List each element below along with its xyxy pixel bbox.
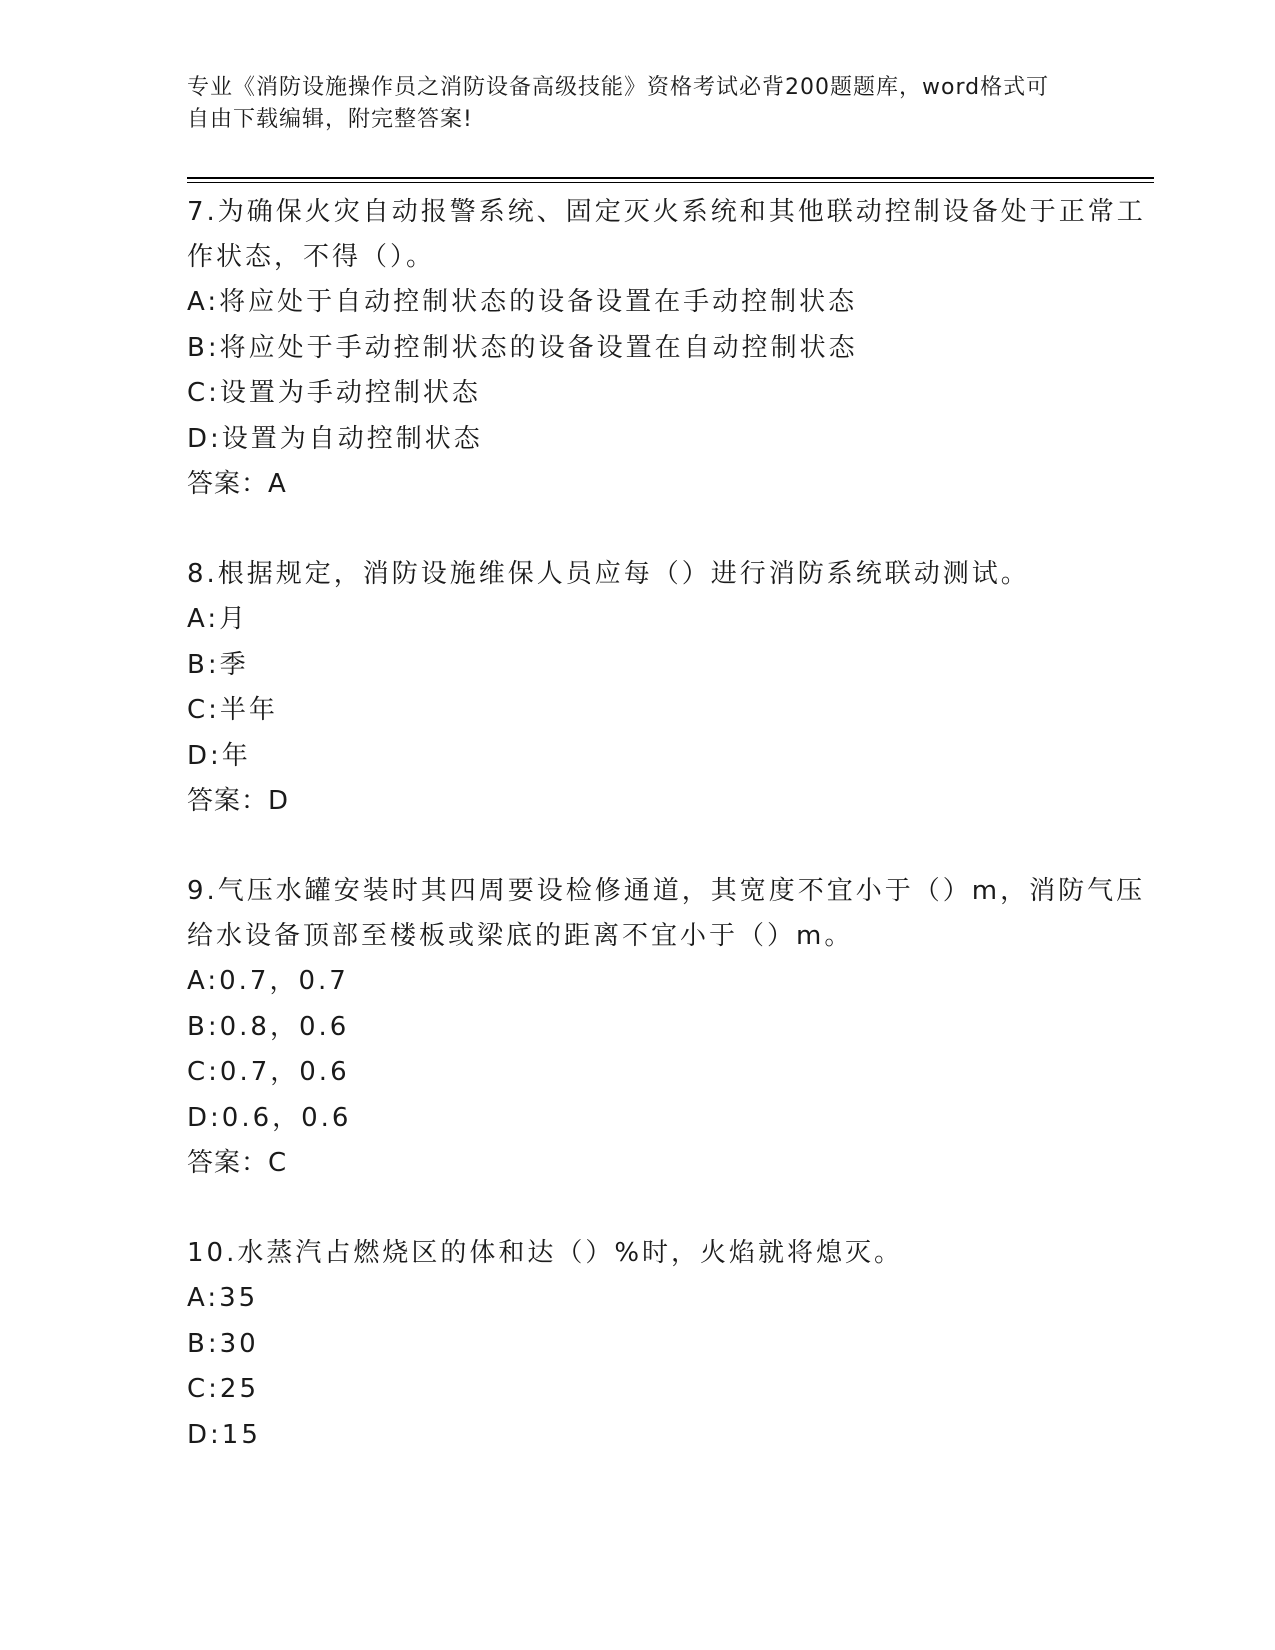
option-a: A:将应处于自动控制状态的设备设置在手动控制状态 [187,287,858,317]
question-stem: 7.为确保火灾自动报警系统、固定灭火系统和其他联动控制设备处于正常工作状态，不得（）。 [187,197,1146,272]
question-7 [187,190,1147,507]
question-10 [187,1231,1147,1458]
answer-line: 答案：A [187,469,287,499]
option-c: C:25 [187,1374,259,1404]
question-list [187,190,1147,1458]
option-d: D:15 [187,1419,261,1450]
answer-line: 答案：C [187,1148,288,1178]
question-stem: 10.水蒸汽占燃烧区的体和达（）%时，火焰就将熄灭。 [187,1238,904,1268]
option-b: B:0.8，0.6 [187,1011,350,1042]
question-stem: 9.气压水罐安装时其四周要设检修通道，其宽度不宜小于（）m，消防气压给水设备顶部至楼板或梁底的距离不宜小于（）m。 [187,876,1146,951]
question-stem: 8.根据规定，消防设施维保人员应每（）进行消防系统联动测试。 [187,559,1030,589]
question-8 [187,552,1147,824]
header-divider-thin [187,182,1154,183]
option-d: D:0.6，0.6 [187,1102,352,1133]
option-a: A:0.7，0.7 [187,966,349,996]
question-9 [187,869,1147,1186]
option-b: B:将应处于手动控制状态的设备设置在自动控制状态 [187,332,858,363]
option-a: A:月 [187,604,249,634]
option-a: A:35 [187,1283,259,1313]
question-spacer [187,507,1147,552]
option-d: D:设置为自动控制状态 [187,423,483,454]
option-c: C:半年 [187,695,278,725]
header-divider-thick [187,177,1154,179]
option-b: B:季 [187,649,249,680]
option-b: B:30 [187,1328,259,1359]
answer-line: 答案：D [187,786,290,816]
option-c: C:设置为手动控制状态 [187,378,481,408]
option-d: D:年 [187,740,251,771]
option-c: C:0.7，0.6 [187,1057,350,1087]
question-spacer [187,1186,1147,1231]
question-spacer [187,824,1147,869]
document-header: 专业《消防设施操作员之消防设备高级技能》资格考试必背200题题库，word格式可自由下载编辑，附完整答案! [187,75,1050,132]
